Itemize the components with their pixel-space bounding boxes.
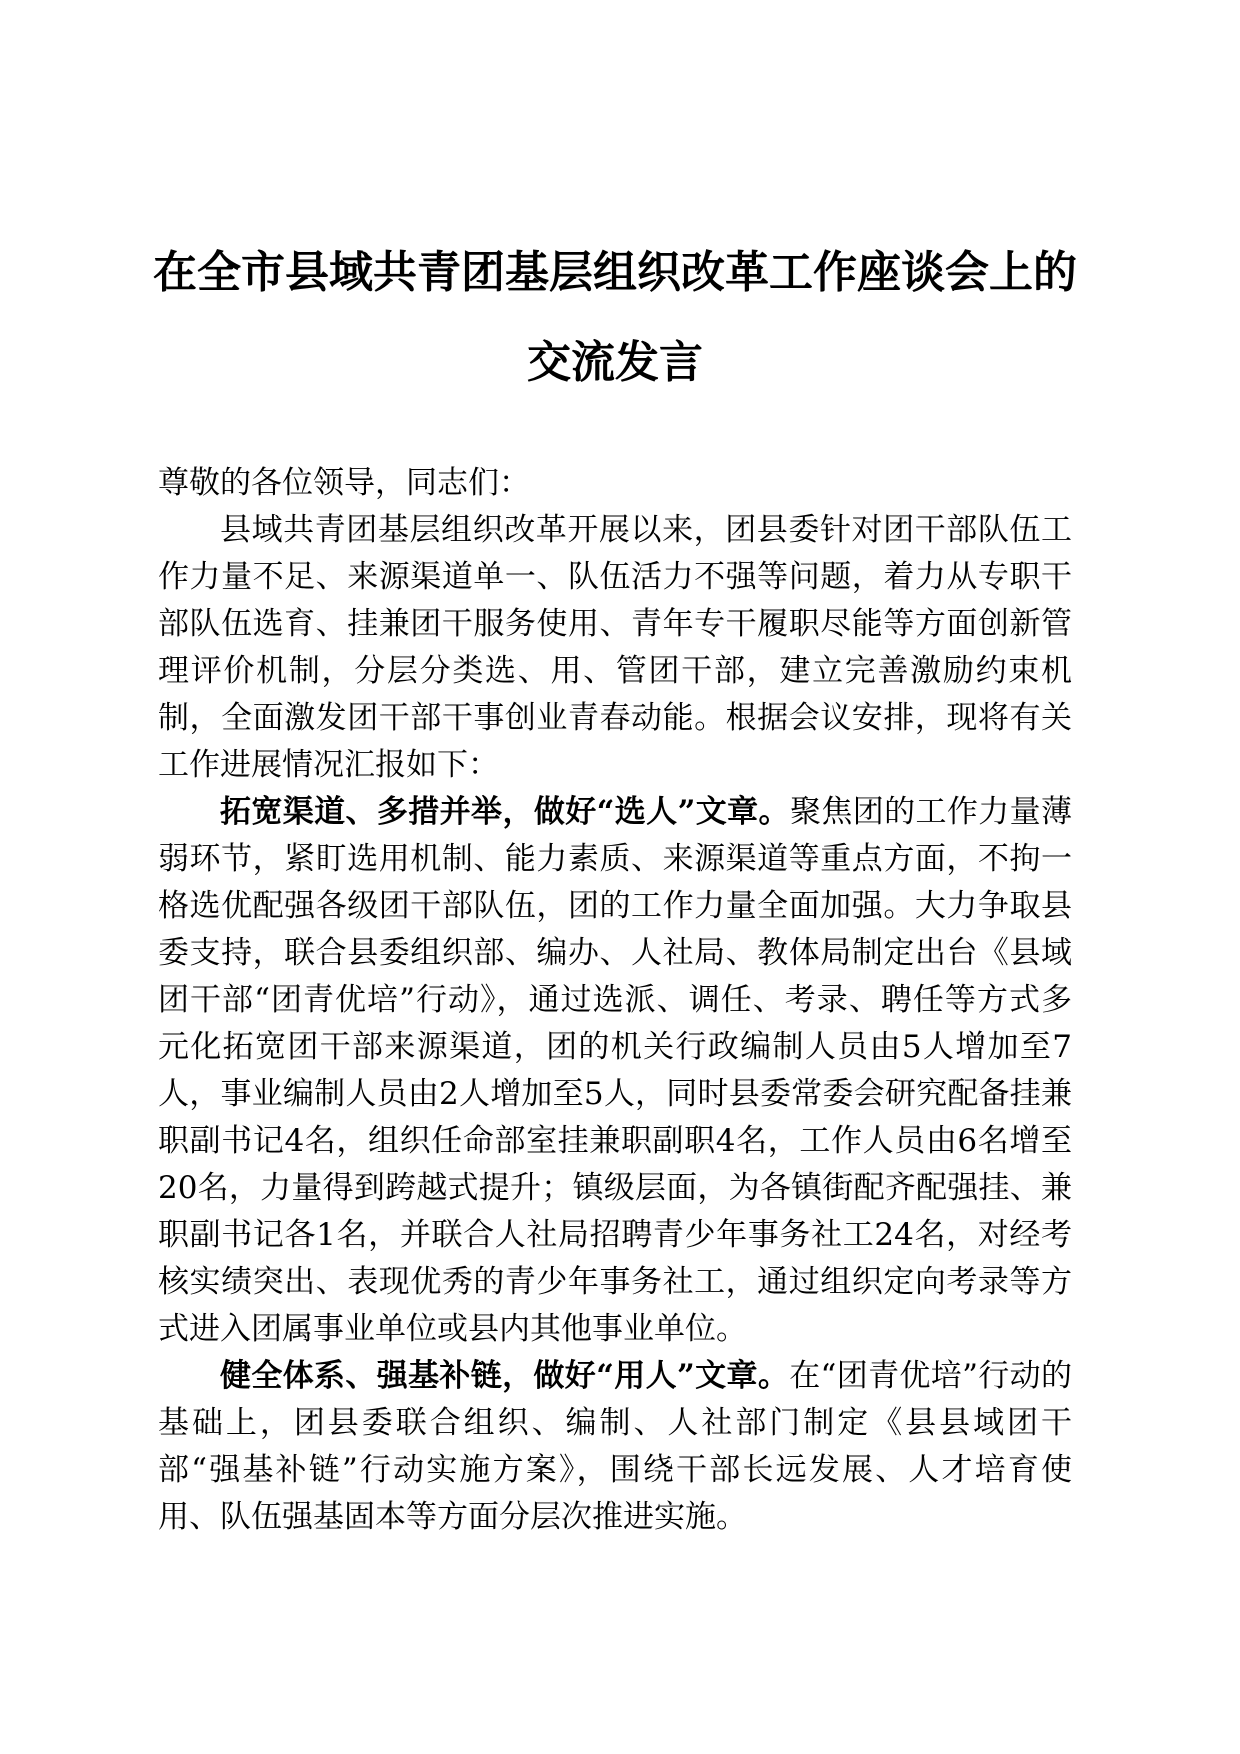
paragraph-text: 聚焦团的工作力量薄弱环节，紧盯选用机制、能力素质、来源渠道等重点方面，不拘一格选优配强各级团干部队伍，团的工作力量全面加强。大力争取县委支持，联合县委组织部、编办、人社局、教体局制定出台《县域团干部“团青优培”行动》，通过选派、调任、考录、聘任等方式多元化拓宽团干部来源渠道，团的机关行政编制人员由5人增加至7人，事业编制人员由2人增加至5人，同时县委常委会研究配备挂兼职副书记4名，组织任命部室挂兼职副职4名，工作人员由6名增至20名，力量得到跨越式提升；镇级层面，为各镇街配齐配强挂、兼职副书记各1名，并联合人社局招聘青少年事务社工24名，对经考核实绩突出、表现优秀的青少年事务社工，通过组织定向考录等方式进入团属事业单位或县内其他事业单位。 — [158, 794, 1072, 1347]
document-body — [158, 460, 1072, 1541]
paragraph-select-people — [158, 789, 1072, 1353]
paragraph-lead: 拓宽渠道、多措并举，做好“选人”文章。 — [220, 794, 790, 830]
paragraph-text: 在“团青优培”行动的基础上，团县委联合组织、编制、人社部门制定《县县域团干部“强基补链”行动实施方案》，围绕干部长远发展、人才培育使用、队伍强基固本等方面分层次推进实施。 — [158, 1358, 1072, 1535]
paragraph-intro — [158, 507, 1072, 789]
paragraph-use-people — [158, 1353, 1072, 1541]
document-title: 在全市县域共青团基层组织改革工作座谈会上的交流发言 — [153, 247, 1077, 388]
greeting: 尊敬的各位领导，同志们： — [158, 465, 530, 501]
paragraph-text: 县域共青团基层组织改革开展以来，团县委针对团干部队伍工作力量不足、来源渠道单一、队伍活力不强等问题，着力从专职干部队伍选育、挂兼团干服务使用、青年专干履职尽能等方面创新管理评价机制，分层分类选、用、管团干部，建立完善激励约束机制，全面激发团干部干事创业青春动能。根据会议安排，现将有关工作进展情况汇报如下： — [158, 512, 1072, 783]
paragraph-lead: 健全体系、强基补链，做好“用人”文章。 — [220, 1358, 790, 1394]
